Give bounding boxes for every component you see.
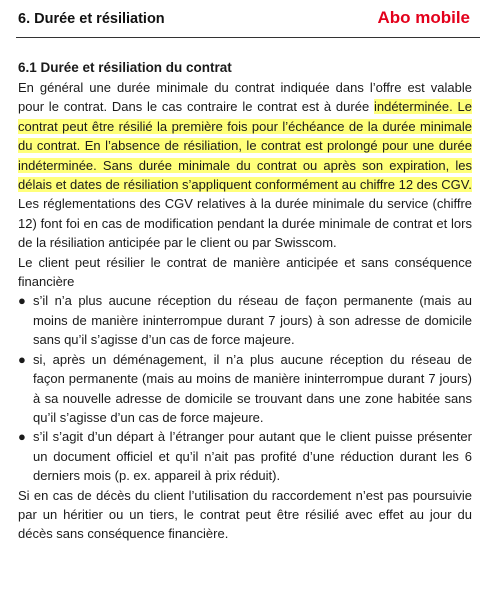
list-item-text: s’il n’a plus aucune réception du réseau de façon permanente (mais au moins de manière ininterrompue durant 7 jours) à son adresse de domicile sans qu’il s’agisse d’un cas de force majeure. [33, 293, 472, 348]
list-item [18, 291, 472, 349]
paragraph-text: En général une durée minimale du contrat indiquée dans l’offre est valable pour le contrat. Dans le cas contraire le contrat est à durée [18, 80, 472, 115]
highlighted-text: indéterminée. Le contrat peut être résilié la première fois pour l’échéance de la durée minimale du contrat. En l’absence de résiliation, le contrat est prolongé pour une durée indéterminée. Sans durée minimale du contrat ou après son expiration, les délais et dates de résiliation s’appliquent conformément au chiffre 12 des CGV. [18, 99, 472, 193]
subsection-title: 6.1 Durée et résiliation du contrat [18, 60, 232, 75]
paragraph-minimum-duration [18, 78, 472, 194]
page-header [18, 6, 478, 36]
list-item-text: si, après un déménagement, il n’a plus aucune réception du réseau de façon permanente (mais au moins de manière ininterrompue durant 7 jours) à sa nouvelle adresse de domicile se trouvant dans une zone habitée sans qu’il s’agisse d’un cas de force majeure. [33, 351, 472, 425]
header-divider [16, 37, 480, 38]
section-content [18, 58, 472, 544]
bullet-icon: ● [18, 351, 26, 367]
list-item [18, 350, 472, 428]
paragraph-cgv-rules: Les réglementations des CGV relatives à la durée minimale du service (chiffre 12) font foi en cas de modification pendant la durée minimale de contrat et lors de la résiliation anticipée par le client ou par Swisscom. [18, 196, 472, 251]
list-item [18, 427, 472, 485]
bullet-icon: ● [18, 429, 26, 445]
brand-label: Abo mobile [377, 8, 470, 27]
paragraph-early-termination: Le client peut résilier le contrat de manière anticipée et sans conséquence financière [18, 254, 472, 290]
paragraph-death-of-client: Si en cas de décès du client l’utilisation du raccordement n’est pas poursuivie par un héritier ou un tiers, le contrat peut être résilié avec effet au jour du décès sans conséquence financière. [18, 487, 472, 542]
termination-conditions-list [18, 291, 472, 485]
section-title: 6. Durée et résiliation [18, 11, 165, 27]
list-item-text: s’il s’agit d’un départ à l’étranger pour autant que le client puisse présenter un document officiel et qu’il n’ait pas profité d’une réduction durant les 6 derniers mois (p. ex. appareil à prix réduit). [33, 429, 472, 484]
bullet-icon: ● [18, 293, 26, 309]
